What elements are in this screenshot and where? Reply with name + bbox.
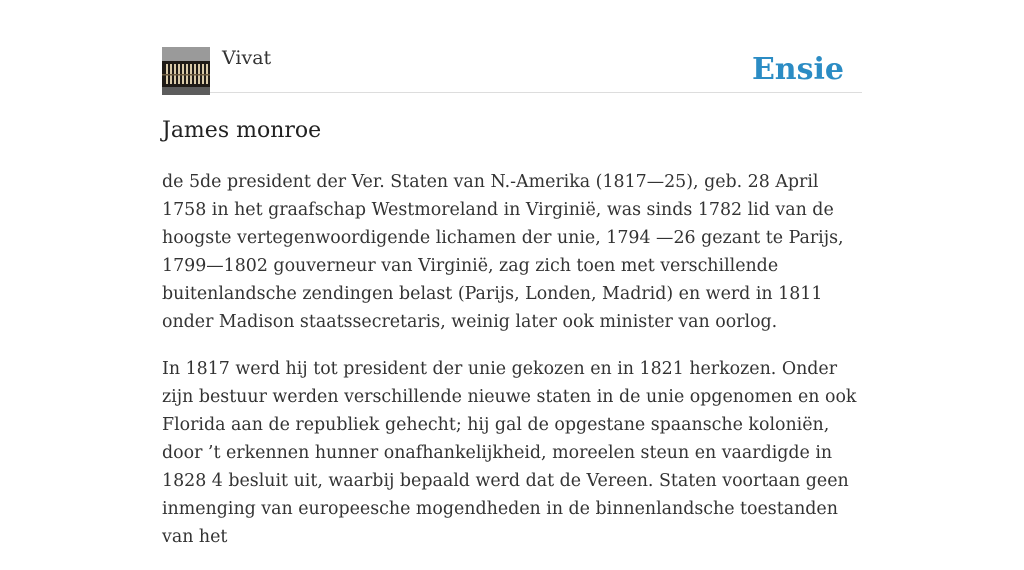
author-name[interactable]: Vivat bbox=[222, 47, 272, 69]
article-paragraph: de 5de president der Ver. Staten van N.-Amerika (1817—25), geb. 28 April 1758 in het graafschap Westmoreland in Virginië, was sinds 1782 lid van de hoogste vertegenwoordigende lichamen der unie, 1794 —26 gezant te Parijs, 1799—1802 gouverneur van Virginië, zag zich toen met verschillende buitenlandsche zendingen belast (Parijs, Londen, Madrid) en werd in 1811 onder Madison staatssecretaris, weinig later ook minister van oorlog. bbox=[162, 172, 844, 332]
site-logo[interactable]: Ensie bbox=[751, 52, 844, 87]
article-title: James monroe bbox=[162, 118, 322, 143]
site-header bbox=[162, 46, 862, 93]
bookshelf-icon bbox=[162, 47, 210, 95]
article-body bbox=[162, 168, 866, 570]
author-avatar[interactable] bbox=[162, 47, 210, 95]
article-paragraph: In 1817 werd hij tot president der unie gekozen en in 1821 herkozen. Onder zijn bestuur werden verschillende nieuwe staten in de unie opgenomen en ook Florida aan de republiek gehecht; hij gal de opgestane spaansche koloniën, door ’t erkennen hunner onafhankelijkheid, moreelen steun en vaardigde in 1828 4 besluit uit, waarbij bepaald werd dat de Vereen. Staten voortaan geen inmenging van europeesche mogendheden in de binnenlandsche toestanden van het bbox=[162, 359, 857, 547]
